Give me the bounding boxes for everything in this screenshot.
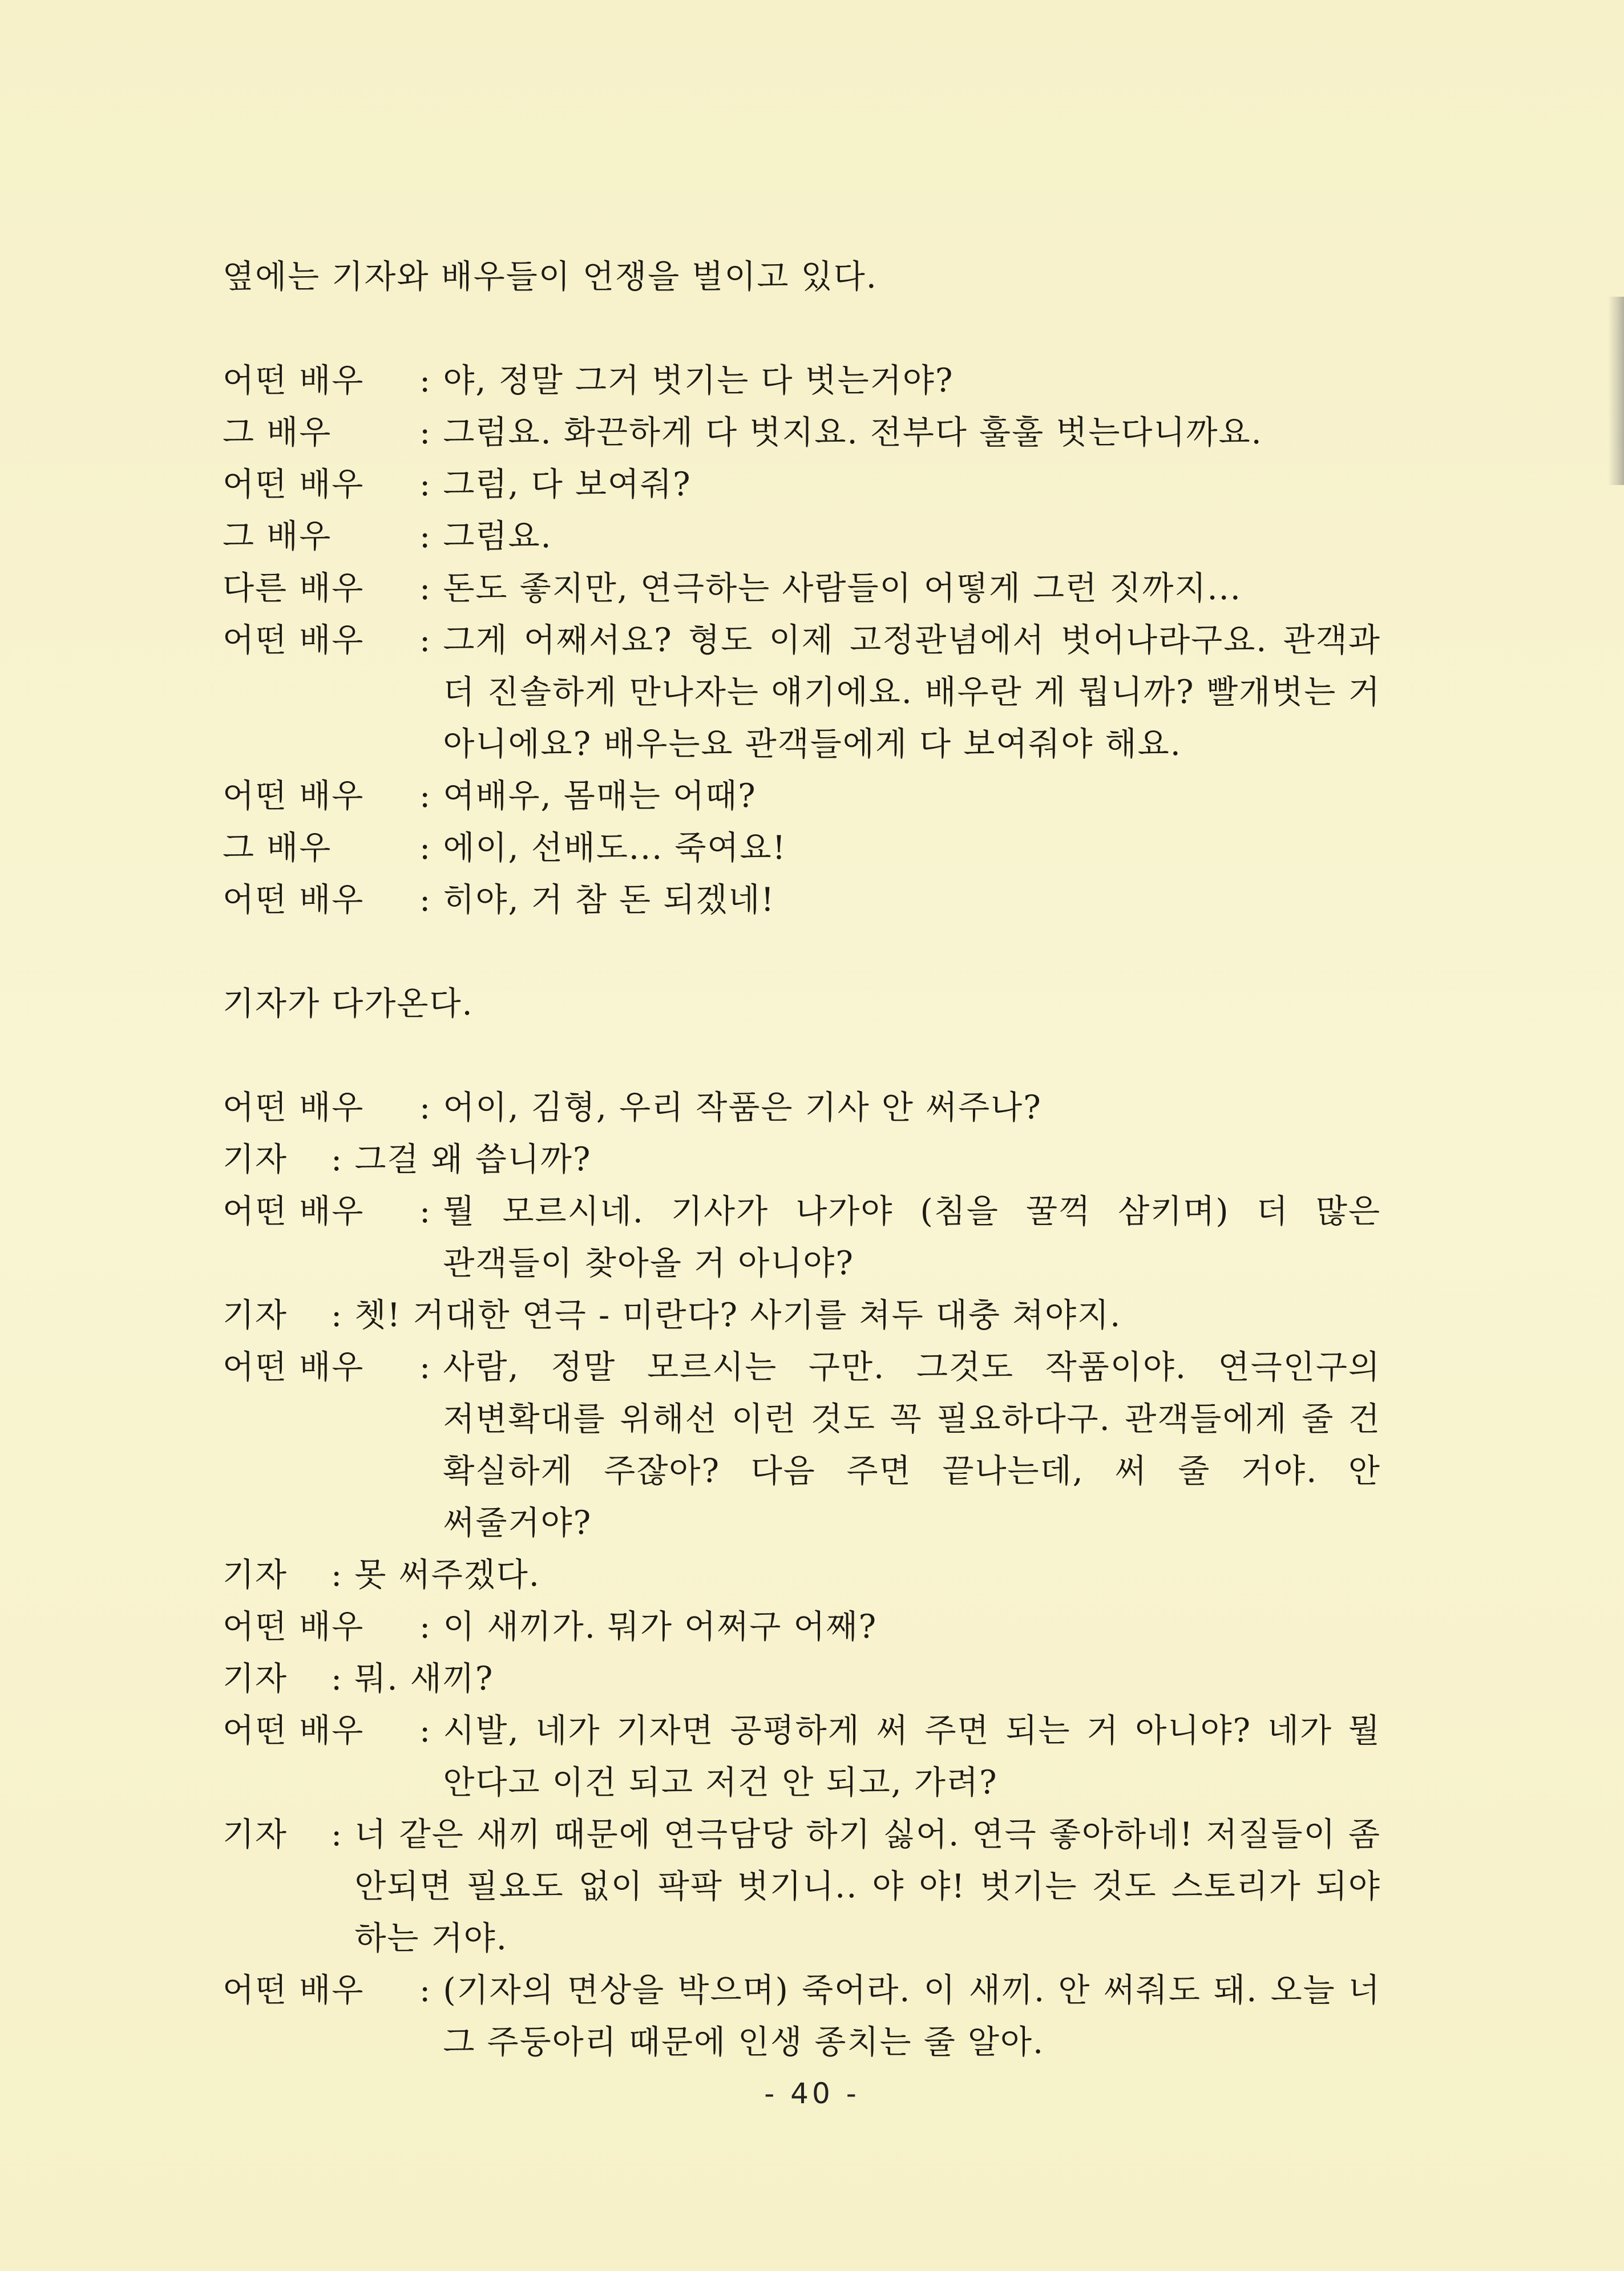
dialogue-text: 쳇! 거대한 연극 - 미란다? 사기를 쳐두 대충 쳐야지.: [354, 1296, 1122, 1334]
dialogue-line: [223, 563, 1381, 615]
speaker-separator: :: [419, 1193, 443, 1230]
dialogue-text: 히야, 거 참 돈 되겠네!: [443, 881, 775, 919]
dialogue-line: [223, 1082, 1381, 1134]
speaker-separator: :: [419, 569, 443, 607]
speaker-name: 기자: [223, 1660, 288, 1698]
dialogue-text: 어이, 김형, 우리 작품은 기사 안 써주나?: [443, 1089, 1042, 1126]
blank-line: [223, 303, 1381, 355]
dialogue-line: [223, 1134, 1381, 1186]
speaker-separator: :: [331, 1816, 355, 1853]
stage-direction: 옆에는 기자와 배우들이 언쟁을 벌이고 있다.: [223, 258, 878, 296]
speaker-name: 어떤 배우: [223, 466, 365, 503]
dialogue-text: 사람, 정말 모르시는 구만. 그것도 작품이야. 연극인구의 저변확대를 위해선 이런 것도 꼭 필요하다구. 관객들에게 줄 건 확실하게 주잖아? 다음 주면 끝나는데, 써 줄 거야. 안 써줄거야?: [443, 1348, 1381, 1542]
dialogue-text: 돈도 좋지만, 연극하는 사람들이 어떻게 그런 짓까지...: [443, 569, 1242, 607]
speaker-name: 어떤 배우: [223, 621, 365, 659]
dialogue-line: [223, 1705, 1381, 1809]
speaker-name: 어떤 배우: [223, 881, 365, 919]
dialogue-line: [223, 511, 1381, 563]
speaker-name: 다른 배우: [223, 569, 365, 607]
dialogue-text: 뭐. 새끼?: [354, 1660, 494, 1698]
speaker-separator: :: [419, 466, 443, 503]
speaker-name: 기자: [223, 1296, 288, 1334]
dialogue-line: [223, 822, 1381, 874]
speaker-name: 그 배우: [223, 518, 332, 555]
dialogue-line: [223, 355, 1381, 407]
speaker-separator: :: [331, 1556, 355, 1594]
dialogue-line: [223, 1601, 1381, 1653]
speaker-separator: :: [419, 881, 443, 919]
dialogue-text: 그게 어째서요? 형도 이제 고정관념에서 벗어나라구요. 관객과 더 진솔하게 만나자는 얘기에요. 배우란 게 뭡니까? 빨개벗는 거 아니에요? 배우는요 관객들에게 다 보여줘야 해요.: [443, 621, 1381, 763]
speaker-name: 어떤 배우: [223, 1712, 365, 1749]
speaker-name: 어떤 배우: [223, 1608, 365, 1646]
script-body: [223, 251, 1381, 2068]
dialogue-line: [223, 1341, 1381, 1549]
page-number: - 40 -: [764, 2077, 860, 2110]
blank-line: [223, 926, 1381, 978]
speaker-separator: :: [419, 621, 443, 659]
dialogue-text: 여배우, 몸매는 어때?: [443, 777, 757, 815]
dialogue-text: 그럼요. 화끈하게 다 벗지요. 전부다 훌훌 벗는다니까요.: [443, 414, 1263, 451]
dialogue-text: 뭘 모르시네. 기사가 나가야 (침을 꿀꺽 삼키며) 더 많은 관객들이 찾아올 거 아니야?: [443, 1193, 1381, 1282]
dialogue-text: 그럼요.: [443, 518, 552, 555]
stage-direction: 기자가 다가온다.: [223, 985, 474, 1023]
speaker-name: 어떤 배우: [223, 1971, 365, 2009]
dialogue-text: 이 새끼가. 뭐가 어쩌구 어째?: [443, 1608, 878, 1646]
dialogue-line: [223, 1809, 1381, 1965]
speaker-name: 어떤 배우: [223, 1089, 365, 1126]
dialogue-line: [223, 1290, 1381, 1341]
dialogue-line: [223, 615, 1381, 770]
dialogue-text: 너 같은 새끼 때문에 연극담당 하기 싫어. 연극 좋아하네! 저질들이 좀 안되면 필요도 없이 팍팍 벗기니.. 야 야! 벗기는 것도 스토리가 되야 하는 거야.: [354, 1816, 1381, 1957]
speaker-name: 어떤 배우: [223, 777, 365, 815]
speaker-separator: :: [419, 777, 443, 815]
speaker-name: 기자: [223, 1816, 288, 1853]
dialogue-text: 그걸 왜 씁니까?: [354, 1141, 592, 1178]
scan-edge-mark: [1608, 297, 1624, 485]
speaker-name: 기자: [223, 1556, 288, 1594]
speaker-separator: :: [331, 1660, 355, 1698]
speaker-separator: :: [331, 1141, 355, 1178]
dialogue-line: [223, 1549, 1381, 1601]
dialogue-line: [223, 407, 1381, 459]
dialogue-line: [223, 1653, 1381, 1705]
speaker-separator: :: [419, 518, 443, 555]
dialogue-line: [223, 770, 1381, 822]
dialogue-text: 시발, 네가 기자면 공평하게 써 주면 되는 거 아니야? 네가 뭘 안다고 이건 되고 저건 안 되고, 가려?: [443, 1712, 1381, 1801]
speaker-separator: :: [419, 1348, 443, 1386]
speaker-separator: :: [419, 1089, 443, 1126]
speaker-name: 어떤 배우: [223, 362, 365, 399]
dialogue-text: 못 써주겠다.: [354, 1556, 540, 1594]
speaker-separator: :: [419, 1608, 443, 1646]
speaker-name: 그 배우: [223, 829, 332, 867]
speaker-name: 어떤 배우: [223, 1348, 365, 1386]
blank-line: [223, 1030, 1381, 1082]
speaker-separator: :: [419, 1712, 443, 1749]
speaker-separator: :: [419, 414, 443, 451]
speaker-name: 그 배우: [223, 414, 332, 451]
dialogue-block-2: [223, 1082, 1381, 2068]
speaker-separator: :: [419, 1971, 443, 2009]
speaker-separator: :: [419, 829, 443, 867]
dialogue-text: 에이, 선배도... 죽여요!: [443, 829, 787, 867]
dialogue-line: [223, 1965, 1381, 2068]
dialogue-block-1: [223, 355, 1381, 926]
dialogue-text: 야, 정말 그거 벗기는 다 벗는거야?: [443, 362, 954, 399]
dialogue-line: [223, 459, 1381, 511]
dialogue-text: (기자의 면상을 박으며) 죽어라. 이 새끼. 안 써줘도 돼. 오늘 너 그 주둥아리 때문에 인생 종치는 줄 알아.: [443, 1971, 1381, 2061]
dialogue-text: 그럼, 다 보여줘?: [443, 466, 692, 503]
speaker-name: 기자: [223, 1141, 288, 1178]
dialogue-line: [223, 1186, 1381, 1290]
speaker-separator: :: [331, 1296, 355, 1334]
speaker-separator: :: [419, 362, 443, 399]
speaker-name: 어떤 배우: [223, 1193, 365, 1230]
dialogue-line: [223, 874, 1381, 926]
